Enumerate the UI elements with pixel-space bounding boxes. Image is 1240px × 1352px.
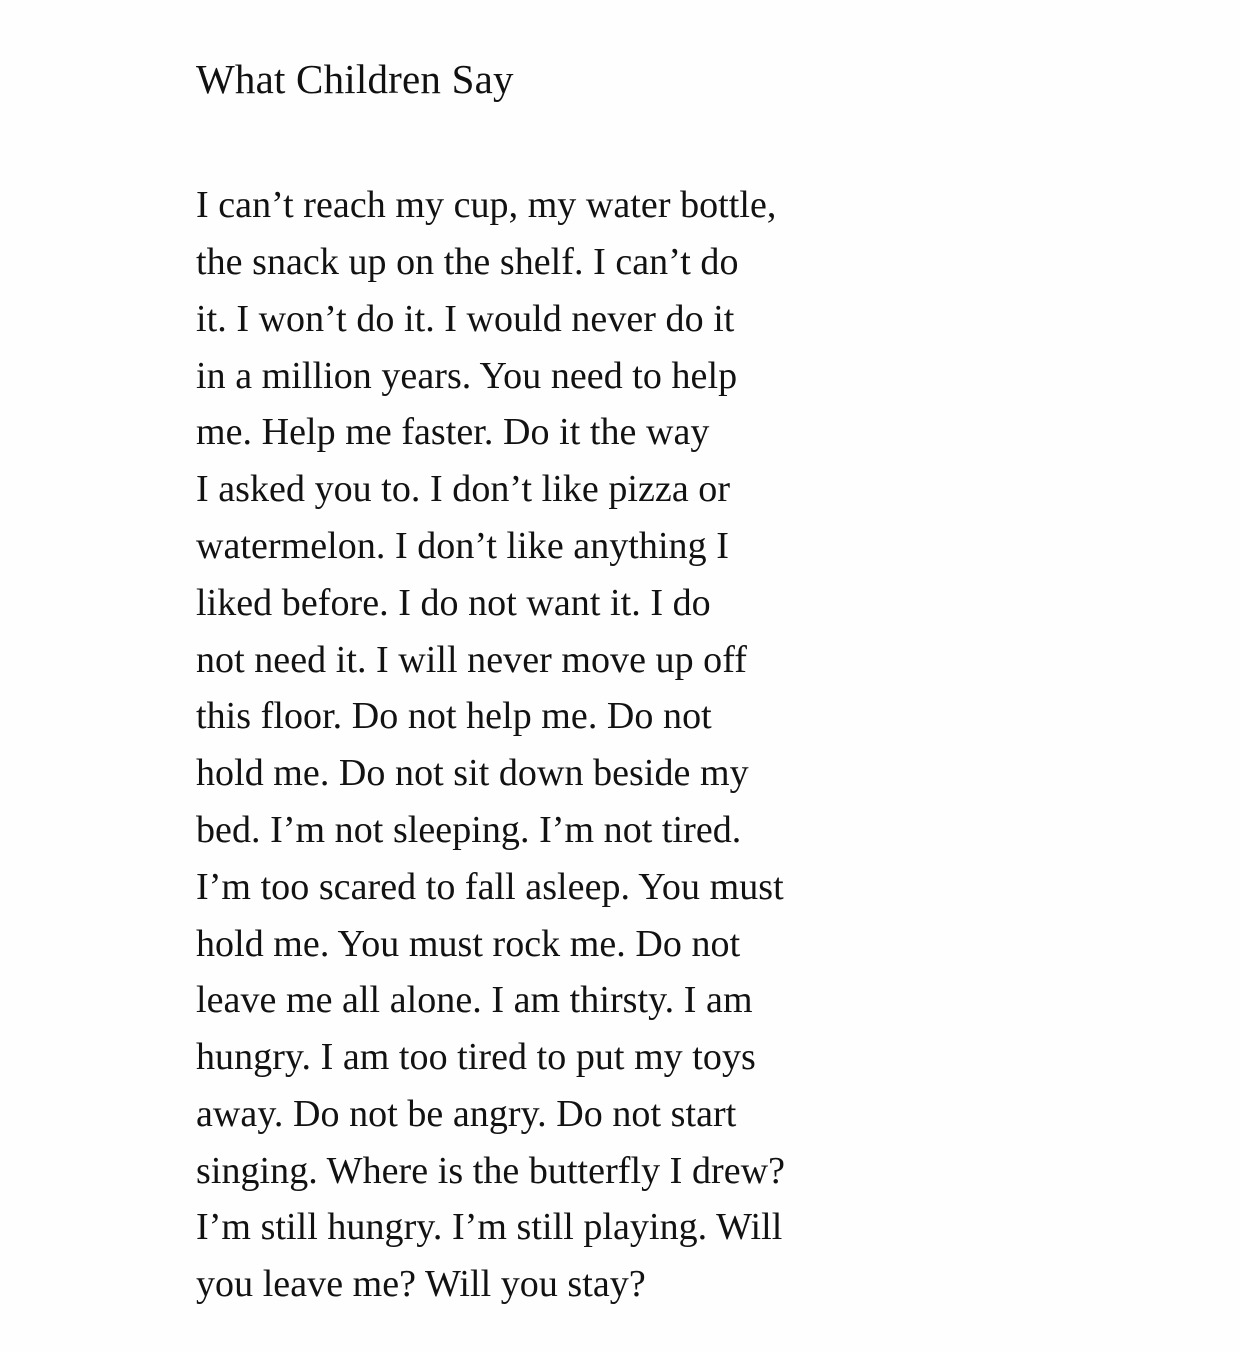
poem-body: [196, 177, 836, 1313]
poem-line: leave me all alone. I am thirsty. I am: [196, 979, 753, 1022]
poem-line: it. I won’t do it. I would never do it: [196, 297, 735, 340]
poem-line: singing. Where is the butterfly I drew?: [196, 1149, 786, 1192]
poem-line: I asked you to. I don’t like pizza or: [196, 468, 731, 511]
poem-container: [196, 56, 836, 1313]
poem-line: liked before. I do not want it. I do: [196, 581, 711, 624]
poem-line: I’m too scared to fall asleep. You must: [196, 865, 784, 908]
poem-line: the snack up on the shelf. I can’t do: [196, 240, 739, 283]
poem-line: not need it. I will never move up off: [196, 638, 747, 681]
poem-line: me. Help me faster. Do it the way: [196, 411, 710, 454]
poem-line: watermelon. I don’t like anything I: [196, 524, 729, 567]
poem-line: bed. I’m not sleeping. I’m not tired.: [196, 808, 742, 851]
poem-line: away. Do not be angry. Do not start: [196, 1092, 737, 1135]
poem-line: this floor. Do not help me. Do not: [196, 695, 712, 738]
poem-line: I’m still hungry. I’m still playing. Will: [196, 1206, 783, 1249]
poem-line: I can’t reach my cup, my water bottle,: [196, 184, 777, 227]
poem-line: hold me. You must rock me. Do not: [196, 922, 741, 965]
poem-line: in a million years. You need to help: [196, 354, 738, 397]
page-title: What Children Say: [196, 56, 514, 102]
poem-line: you leave me? Will you stay?: [196, 1263, 646, 1306]
poem-line: hungry. I am too tired to put my toys: [196, 1036, 756, 1079]
poem-line: hold me. Do not sit down beside my: [196, 752, 749, 795]
